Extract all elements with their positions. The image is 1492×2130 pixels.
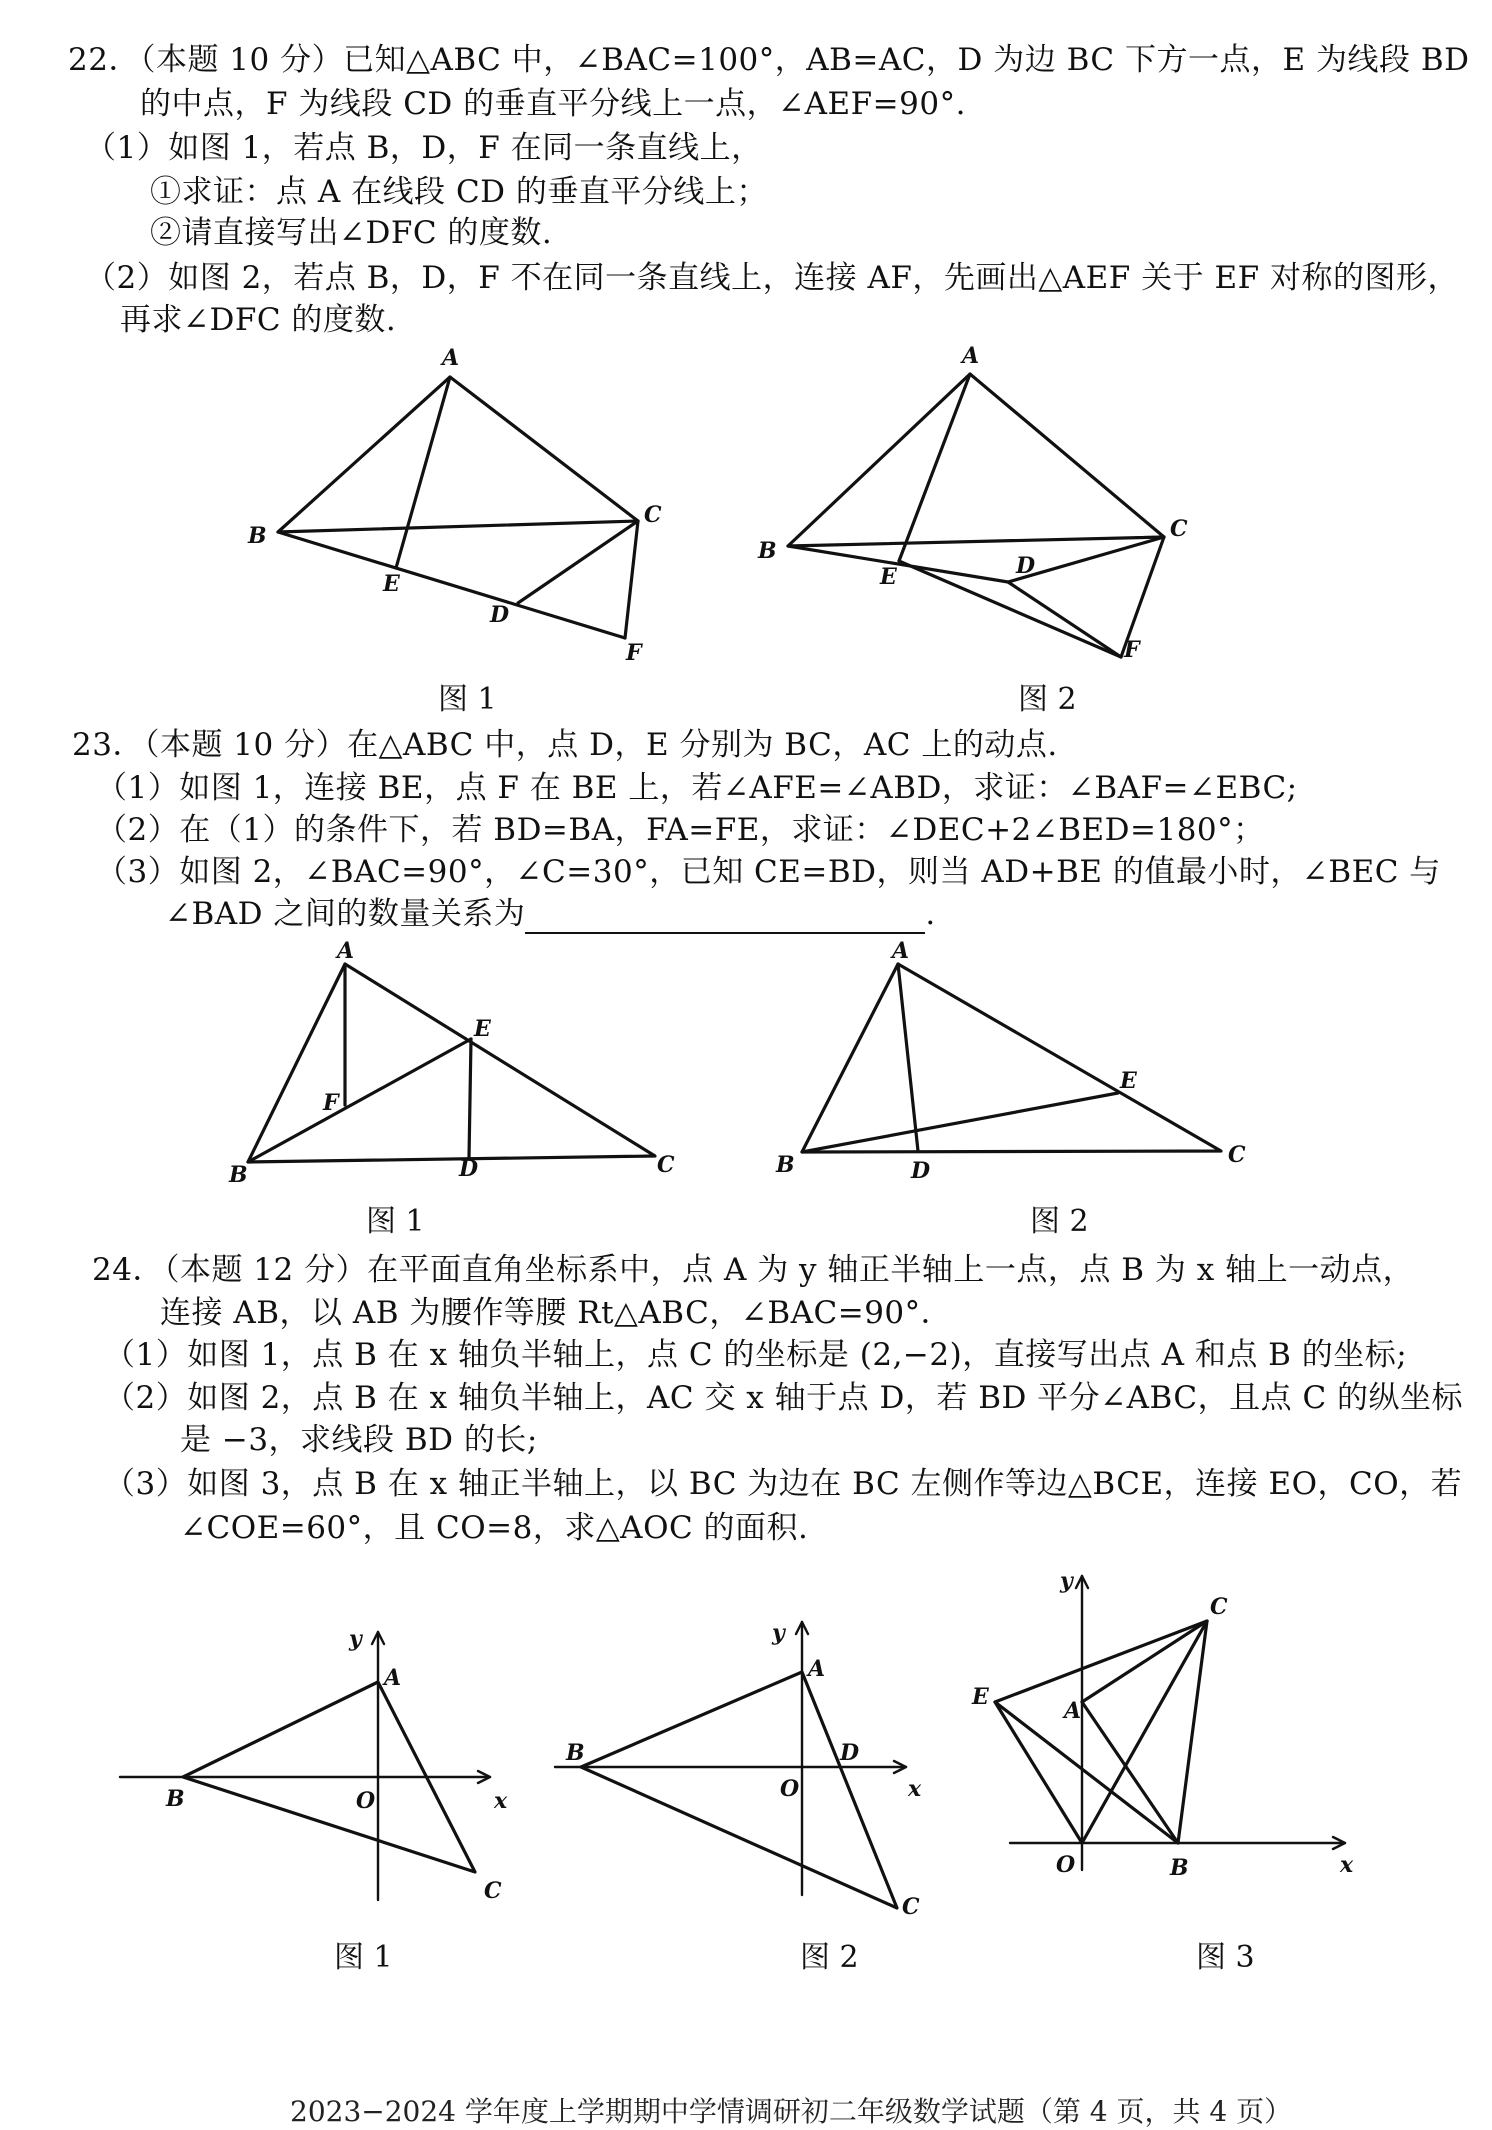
q22-line-1: 22．（本题 10 分）已知△ABC 中，∠BAC=100°，AB=AC，D 为边 BC 下方一点，E 为线段 BD [68,42,1470,78]
q24-figure-2 [555,1620,922,1920]
q24-figure-3 [971,1568,1354,1881]
q23-line-4: （3）如图 2，∠BAC=90°，∠C=30°，已知 CE=BD，则当 AD+BE 的值最小时，∠BEC 与 [96,854,1441,890]
q24-line-5: 是 −3，求线段 BD 的长; [180,1422,538,1458]
label-o: O [356,1788,376,1814]
q24-line-2: 连接 AB，以 AB 为腰作等腰 Rt△ABC，∠BAC=90°． [160,1295,953,1331]
q22-line-4: ①求证：点 A 在线段 CD 的垂直平分线上； [150,174,768,210]
segment-ab [1082,1702,1178,1843]
label-d: D [490,602,510,628]
label-b: B [776,1152,795,1178]
q24-fig2-caption: 图 2 [800,1940,859,1975]
label-c: C [1228,1142,1246,1168]
label-y: y [1060,1568,1073,1594]
q22-line-6: （2）如图 2，若点 B，D，F 不在同一条直线上，连接 AF，先画出△AEF 关于 EF 对称的图形， [85,260,1459,296]
q23-line-5-text: ∠BAD 之间的数量关系为 [165,896,526,932]
label-a: A [337,938,355,964]
label-c: C [1170,516,1188,542]
label-a: A [892,938,910,964]
label-b: B [1170,1855,1189,1881]
label-a: A [1064,1698,1082,1724]
q24-line-4: （2）如图 2，点 B 在 x 轴负半轴上，AC 交 x 轴于点 D，若 BD 平分∠ABC，且点 C 的纵坐标 [104,1380,1464,1416]
label-a: A [384,1665,402,1691]
q24-fig3-caption: 图 3 [1196,1940,1255,1975]
label-e: E [1120,1068,1137,1094]
label-o: O [1056,1852,1076,1878]
label-c: C [902,1894,920,1920]
label-b: B [758,538,777,564]
label-c: C [644,502,662,528]
label-d: D [840,1740,860,1766]
label-e: E [383,571,400,597]
label-x: x [494,1788,508,1814]
label-e: E [880,564,897,590]
label-x: x [908,1776,922,1802]
label-a: A [808,1656,826,1682]
label-b: B [166,1786,185,1812]
q23-fig1-caption: 图 1 [366,1204,425,1239]
label-c: C [1210,1594,1228,1620]
label-c: C [484,1878,502,1904]
label-o: O [780,1776,800,1802]
label-c: C [657,1152,675,1178]
label-d: D [1016,553,1036,579]
label-y: y [349,1626,362,1652]
q24-line-3: （1）如图 1，点 B 在 x 轴负半轴上，点 C 的坐标是 (2,−2)，直接写出点 A 和点 B 的坐标; [104,1337,1408,1373]
label-f: F [1124,637,1140,663]
triangle-abc [581,1672,897,1908]
label-y: y [772,1620,785,1646]
label-x: x [1340,1852,1354,1878]
q22-line-3: （1）如图 1，若点 B，D，F 在同一条直线上， [85,130,763,166]
label-d: D [459,1156,479,1182]
label-f: F [626,640,642,666]
q23-fig2-caption: 图 2 [1030,1204,1089,1239]
label-f: F [323,1090,339,1116]
label-e: E [474,1016,491,1042]
q23-line-5-end: . [925,896,936,932]
label-a: A [962,343,980,369]
q23-line-1: 23．（本题 10 分）在△ABC 中，点 D，E 分别为 BC，AC 上的动点. [72,727,1058,763]
label-e: E [972,1684,989,1710]
label-b: B [248,523,267,549]
q22-line-7: 再求∠DFC 的度数. [120,302,397,338]
q22-line-5: ②请直接写出∠DFC 的度数. [150,215,553,251]
q24-line-7: ∠COE=60°，且 CO=8，求△AOC 的面积. [180,1510,809,1546]
label-d: D [911,1158,931,1184]
q23-line-2: （1）如图 1，连接 BE，点 F 在 BE 上，若∠AFE=∠ABD，求证：∠BAF=∠EBC; [96,770,1298,806]
q22-fig1-caption: 图 1 [438,682,497,717]
q24-fig1-caption: 图 1 [334,1940,393,1975]
q24-line-6: （3）如图 3，点 B 在 x 轴正半轴上，以 BC 为边在 BC 左侧作等边△BCE，连接 EO，CO，若 [104,1466,1463,1502]
label-b: B [566,1740,585,1766]
label-a: A [442,345,460,371]
label-b: B [229,1162,248,1188]
q22-fig2-caption: 图 2 [1018,682,1077,717]
q22-line-2: 的中点，F 为线段 CD 的垂直平分线上一点，∠AEF=90°. [140,86,966,122]
q24-figure-1 [120,1626,508,1904]
q23-line-3: （2）在（1）的条件下，若 BD=BA，FA=FE，求证：∠DEC+2∠BED=180°； [96,812,1265,848]
q24-line-1: 24．（本题 12 分）在平面直角坐标系中，点 A 为 y 轴正半轴上一点，点 B 为 x 轴上一动点， [92,1252,1415,1288]
page-footer: 2023−2024 学年度上学期期中学情调研初二年级数学试题（第 4 页，共 4 页） [290,2095,1293,2128]
